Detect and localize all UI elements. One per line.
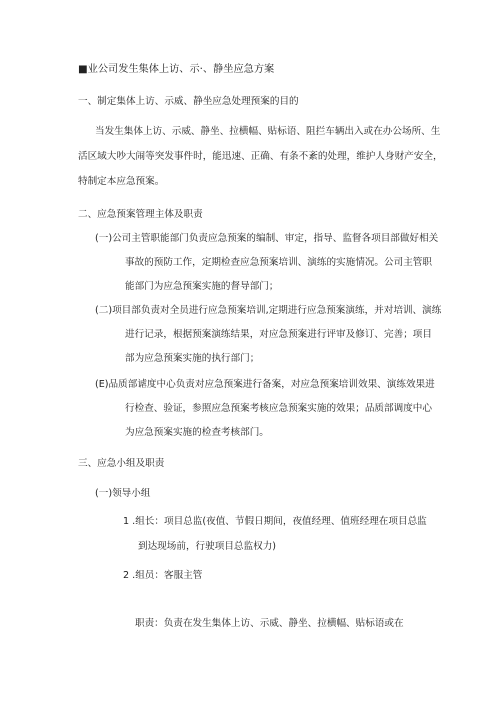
section2-item2-line-2: 进行记录，根据预案演练结果，对应急预案进行评审及修订、完善；项目 — [125, 329, 432, 340]
section3-item1-line-1: 1 .组长：项目总监(夜值、节假日期间，夜值经理、值班经理在项目总监 — [123, 516, 427, 527]
section1-line-2: 活区域大吵大闹等突发事件时，能迅速、正确、有条不紊的处理，维护人身财产安全， — [78, 151, 443, 162]
section1-line-1: 当发生集体上访、示威、静坐、拉横幅、贴标语、阻拦车辆出入或在办公场所、生 — [95, 126, 441, 137]
document-title: ■业公司发生集体上访、示·、静坐应急方案 — [78, 64, 275, 75]
section2-item2-line-1: (二)项目部负责对全员进行应急预案培训,定期进行应急预案演练，并对培训、演练 — [95, 305, 442, 316]
section3-duty-line: 职责：负责在发生集体上访、示威、静坐、拉横幅、贴标语或在 — [135, 618, 404, 629]
section2-item2-line-3: 部为应急预案实施的执行部门； — [125, 353, 260, 364]
section3-subheading: (一)领导小组 — [95, 488, 151, 499]
section1-heading: 一、制定集体上访、示威、静坐应急处理预案的目的 — [78, 96, 299, 107]
section2-item3-line-2: 行检查、验证，参照应急预案考核应急预案实施的效果；品质部调度中心 — [125, 403, 432, 414]
section1-line-3: 特制定本应急预案。 — [78, 176, 165, 187]
section3-item2: 2 .组员：客服主管 — [123, 570, 203, 581]
section2-item1-line-1: (一)公司主管职能部门负责应急预案的编制、审定，指导、监督各项目部做好相关 — [95, 233, 439, 244]
section2-item1-line-3: 能部门为应急预案实施的督导部门； — [125, 281, 279, 292]
section3-item1-line-2: 到达现场前，行驶项目总监权力) — [138, 541, 277, 552]
section2-item3-line-3: 为应急预案实施的检查考核部门。 — [125, 427, 269, 438]
section3-heading: 三、应急小组及职责 — [78, 458, 165, 469]
section2-item1-line-2: 事故的预防工作，定期检查应急预案培训、演练的实施情况。公司主管职 — [125, 257, 432, 268]
section2-heading: 二、应急预案管理主体及职责 — [78, 209, 203, 220]
section2-item3-line-1: (E)品质部谑度中心负责对应急预案进行备案，对应急预案培训效果、演练效果进 — [95, 379, 435, 390]
